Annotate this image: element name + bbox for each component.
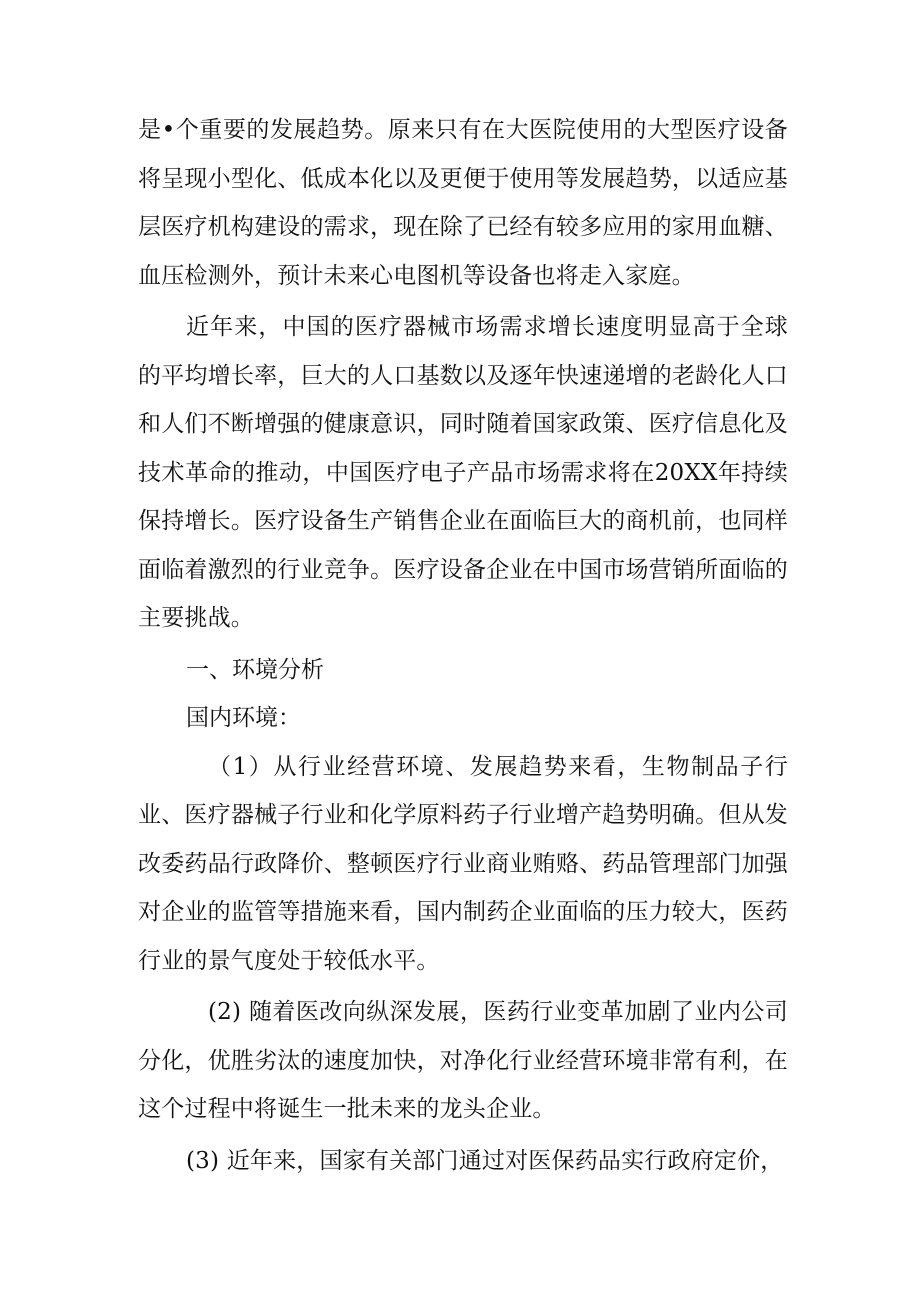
paragraph-market-growth: 近年来，中国的医疗器械市场需求增长速度明显高于全球的平均增长率，巨大的人口基数以及逐年快速递增的老龄化人口和人们不断增强的健康意识，同时随着国家政策、医疗信息化及技术革命的推动，中国医疗电子产品市场需求将在20XX年持续保持增长。医疗设备生产销售企业在面临巨大的商机前，也同样面临着激烈的行业竞争。医疗设备企业在中国市场营销所面临的主要挑战。 — [138, 314, 788, 631]
list-item-2: (2) 随着医改向纵深发展，医药行业变革加剧了业内公司分化，优胜劣汰的速度加快，对净化行业经营环境非常有利，在这个过程中将诞生一批未来的龙头企业。 — [138, 999, 788, 1122]
paragraph-continuation: 是•个重要的发展趋势。原来只有在大医院使用的大型医疗设备将呈现小型化、低成本化以及更便于使用等发展趋势，以适应基层医疗机构建设的需求，现在除了已经有较多应用的家用血糖、血压检测外，预计未来心电图机等设备也将走入家庭。 — [138, 117, 788, 289]
subheading-domestic: 国内环境： — [186, 705, 301, 731]
list-item-1: （1）从行业经营环境、发展趋势来看，生物制品子行业、医疗器械子行业和化学原料药子行业增产趋势明确。但从发改委药品行政降价、整顿医疗行业商业贿赂、药品管理部门加强对企业的监管等措施来看，国内制药企业面临的压力较大，医药行业的景气度处于较低水平。 — [138, 753, 788, 974]
list-item-3: (3) 近年来，国家有关部门通过对医保药品实行政府定价， — [186, 1147, 784, 1174]
section-heading: 一、环境分析 — [186, 656, 324, 683]
document-body — [138, 106, 788, 1185]
